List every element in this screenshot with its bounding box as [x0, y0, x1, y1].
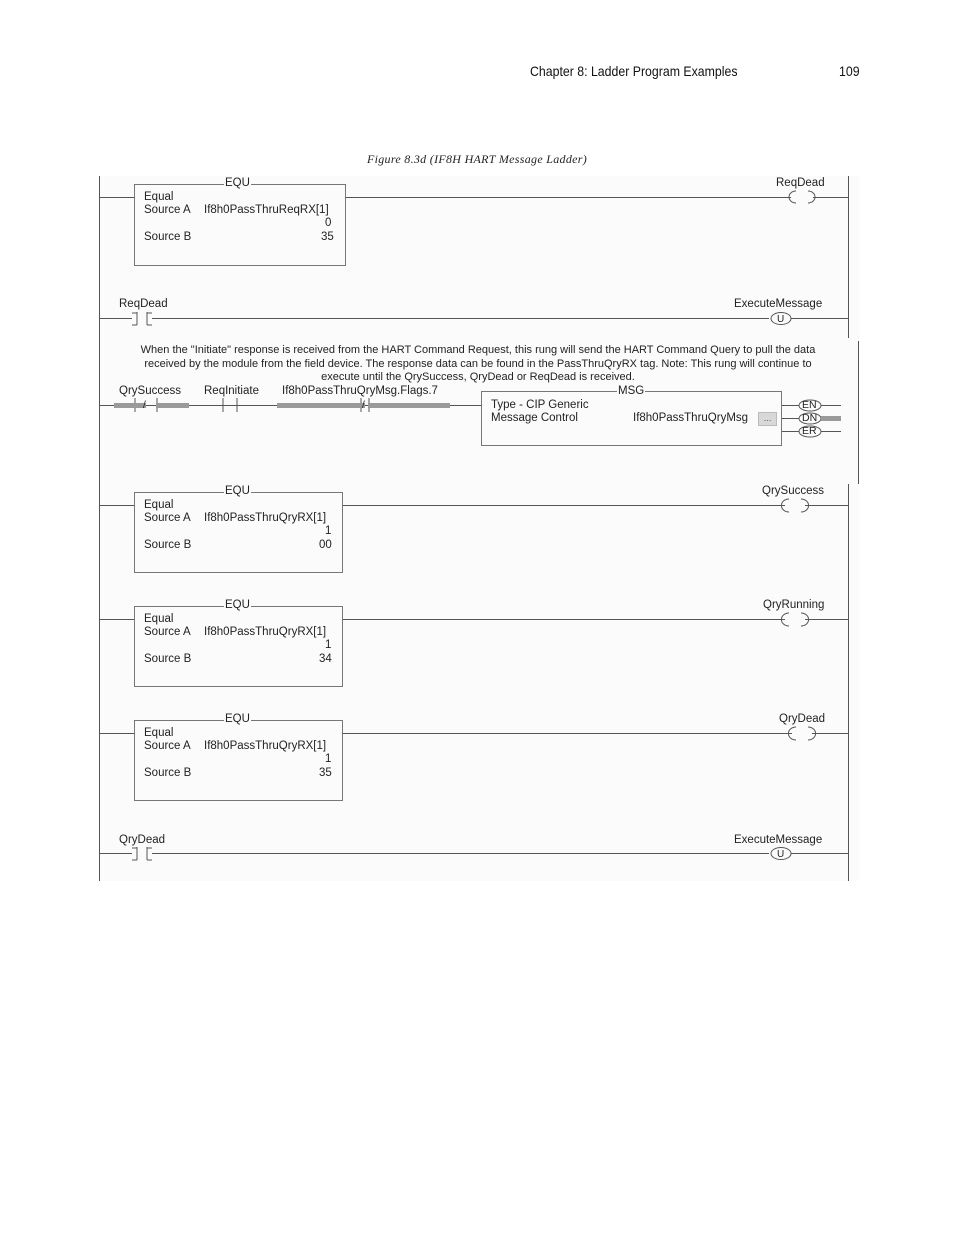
source-a-tag[interactable]: If8h0PassThruQryRX[1] [204, 512, 327, 524]
source-b-value[interactable]: 35 [321, 231, 334, 243]
contact-tag-qrysuccess[interactable]: QrySuccess [119, 385, 181, 397]
equ-block-name: Equal [144, 499, 174, 511]
source-a-value: 0 [325, 217, 332, 229]
rung-comment-line-1: When the "Initiate" response is received from the HART Command Request, this rung will send the HART Command Query to pull the data [140, 344, 816, 356]
ladder-diagram [99, 176, 859, 881]
contact-tag-qrydead[interactable]: QryDead [119, 834, 166, 846]
rung-comment-line-3: execute until the QrySuccess, QryDead or ReqDead is received. [321, 371, 635, 383]
coil-tag-qrydead[interactable]: QryDead [779, 713, 826, 725]
source-a-label: Source A [144, 512, 191, 524]
contact-tag-msg-flags[interactable]: If8h0PassThruQryMsg.Flags.7 [282, 385, 438, 397]
coil-tag-reqdead[interactable]: ReqDead [776, 177, 825, 189]
equ-block-name: Equal [144, 191, 174, 203]
figure-caption: Figure 8.3d (IF8H HART Message Ladder) [366, 152, 588, 166]
source-a-tag[interactable]: If8h0PassThruQryRX[1] [204, 626, 327, 638]
equ-block-title: EQU [225, 599, 250, 611]
source-b-value[interactable]: 00 [319, 539, 332, 551]
source-b-value[interactable]: 35 [319, 767, 332, 779]
msg-output-dn: DN [802, 412, 818, 424]
equ-block-title: EQU [225, 177, 250, 189]
equ-block-name: Equal [144, 613, 174, 625]
rung-comment-line-2: received by the module from the field device. The response data can be found in the PassThruQryRX tag. Note: This rung will continue to [144, 357, 812, 370]
source-b-label: Source B [144, 539, 192, 551]
msg-control-label: Message Control [491, 412, 578, 424]
chapter-title: Chapter 8: Ladder Program Examples [530, 63, 738, 79]
xio-symbol-3: / [362, 400, 365, 411]
source-a-tag[interactable]: If8h0PassThruReqRX[1] [204, 204, 329, 216]
source-a-label: Source A [144, 626, 191, 638]
page-number: 109 [839, 63, 860, 79]
msg-browse-button[interactable]: ... [758, 412, 777, 426]
coil-tag-qryrunning[interactable]: QryRunning [763, 599, 825, 611]
unlatch-coil-symbol: U [777, 314, 785, 325]
source-a-label: Source A [144, 740, 191, 752]
xio-symbol-1: / [143, 400, 146, 411]
source-a-value: 1 [325, 753, 332, 765]
msg-output-er: ER [802, 425, 817, 437]
coil-tag-executemessage[interactable]: ExecuteMessage [734, 834, 823, 846]
rung-comment [102, 344, 854, 385]
source-a-tag[interactable]: If8h0PassThruQryRX[1] [204, 740, 327, 752]
coil-tag-executemessage[interactable]: ExecuteMessage [734, 298, 823, 310]
msg-control-tag[interactable]: If8h0PassThruQryMsg [633, 412, 749, 424]
source-b-label: Source B [144, 653, 192, 665]
equ-block-name: Equal [144, 727, 174, 739]
source-b-value[interactable]: 34 [319, 653, 332, 665]
contact-tag-reqdead[interactable]: ReqDead [119, 298, 168, 310]
contact-tag-reqinitiate[interactable]: ReqInitiate [204, 385, 259, 397]
equ-block-title: EQU [225, 485, 250, 497]
msg-output-en: EN [802, 399, 817, 411]
source-a-label: Source A [144, 204, 191, 216]
msg-type: Type - CIP Generic [491, 399, 589, 411]
msg-block-title: MSG [618, 385, 645, 397]
source-a-value: 1 [325, 639, 332, 651]
unlatch-coil-symbol: U [777, 849, 785, 860]
source-b-label: Source B [144, 231, 192, 243]
equ-block-title: EQU [225, 713, 250, 725]
coil-tag-qrysuccess[interactable]: QrySuccess [762, 485, 824, 497]
source-b-label: Source B [144, 767, 192, 779]
source-a-value: 1 [325, 525, 332, 537]
